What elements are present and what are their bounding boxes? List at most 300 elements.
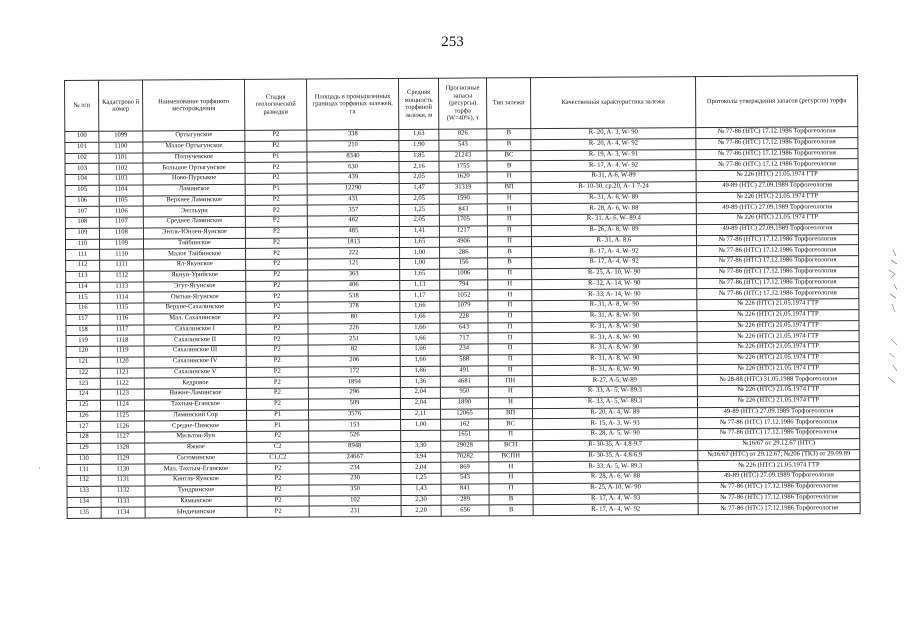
table-cell: Н (488, 279, 532, 290)
table-cell: R-27, A-5, W-89 (532, 375, 697, 387)
table-cell: Ново-Пурсыкое (143, 173, 245, 184)
header-cell: Кадастрово й номер (99, 80, 143, 131)
table-cell: Р1 (245, 184, 307, 195)
table-cell: 49-89 (НТС) 27.09.1989 Торфогеология (698, 471, 860, 483)
table-cell: R- 31, A- 8, W- 90 (532, 310, 697, 322)
table-cell: 1130 (101, 464, 145, 475)
table-cell: Ламинский Сор (145, 410, 247, 421)
table-cell: 234 (309, 463, 401, 474)
table-cell: 104 (65, 174, 99, 185)
table-cell: Р2 (246, 356, 308, 367)
table-cell: 350 (309, 484, 401, 495)
table-cell: 103 (65, 164, 99, 175)
table-cell: Р2 (246, 334, 308, 345)
table-cell: Эгут-Ягунское (144, 281, 246, 292)
table-cell: 630 (307, 162, 399, 173)
table-cell: Н (487, 204, 531, 215)
table-cell: № 77-86 (НТС) 17.12.1986 Торфогеология (696, 148, 858, 160)
table-cell: 2,11 (401, 409, 441, 420)
table-cell: 1,85 (399, 151, 439, 162)
table-cell: R- 17, A- 4, W- 92 (532, 246, 697, 258)
table-cell: 1102 (99, 163, 143, 174)
table-cell: 102 (65, 153, 99, 164)
table-cell: Якнун-Урийское (144, 270, 246, 281)
table-cell: № 77-86 (НТС) 17.12.1986 Торфогеология (698, 481, 860, 493)
table-cell: В (488, 247, 532, 258)
table-cell: В (487, 161, 531, 172)
table-cell: 12290 (307, 183, 399, 194)
table-cell: R- 10-30, ср.20, A- 1 7-24 (531, 181, 696, 193)
table-cell: 1,66 (400, 366, 440, 377)
table-cell: П (487, 225, 531, 236)
table-cell: Р2 (247, 463, 309, 474)
table-cell: 234 (440, 344, 488, 355)
table-cell: 1,90 (399, 140, 439, 151)
table-cell: R- 32, A- 14, W- 90 (532, 278, 697, 290)
table-cell: 1103 (99, 174, 143, 185)
table-cell: 543 (439, 140, 487, 151)
table-cell: R- 33, A- 5, W- 89.3 (532, 396, 697, 408)
table-cell: № 77-86 (НТС) 17.12.1986 Торфогеология (698, 503, 860, 515)
table-cell: № 77-86 (НТС) 17.12.1986 Торфогеология (696, 234, 858, 246)
table-cell: R- 33, A- 5, W- 89.3 (532, 386, 697, 398)
table-cell: R- 20, A- 3, W- 90 (531, 128, 696, 140)
table-cell: 1113 (100, 282, 144, 293)
table-cell: Р2 (245, 173, 307, 184)
table-cell: 121 (66, 357, 100, 368)
table-cell: 1119 (100, 346, 144, 357)
table-cell: Энтльури (143, 206, 245, 217)
table-cell: Н (488, 387, 532, 398)
table-cell: R- 31, A- 8, W- 90 (532, 353, 697, 365)
table-cell: R- 33, A- 14, W- 90 (532, 289, 697, 301)
table-cell: 1123 (100, 389, 144, 400)
table-cell: 1755 (439, 161, 487, 172)
table-cell: Ортыгунское (143, 130, 245, 141)
table-cell: 1006 (440, 269, 488, 280)
table-cell: 406 (308, 280, 400, 291)
table-cell: 1079 (440, 301, 488, 312)
table-cell: 1105 (99, 196, 143, 207)
table-cell: № 28-88 (НТС) 31.05.1988 Торфогеология (697, 374, 859, 386)
table-cell: 102 (309, 495, 401, 506)
margin-scribble (879, 335, 899, 405)
table-cell: 1890 (440, 398, 488, 409)
table-cell: № 226 (НТС) 21.05.1974 ГТР (697, 363, 859, 375)
table-cell: Р2 (245, 130, 307, 141)
table-cell: ВП (487, 182, 531, 193)
table-cell: 1134 (101, 507, 145, 518)
table-cell: 210 (307, 140, 399, 151)
table-cell: 485 (307, 226, 399, 237)
table-body (65, 127, 860, 519)
header-cell: Средняя мощность торфяной залежи, м (398, 78, 438, 129)
table-cell: С1,С2 (247, 453, 309, 464)
table-cell: 1122 (100, 378, 144, 389)
table-cell: 656 (441, 505, 489, 516)
table-cell: 1,25 (401, 473, 441, 484)
margin-scribble (879, 248, 899, 318)
table-cell: Р2 (247, 474, 309, 485)
table-cell: 4681 (440, 376, 488, 387)
table-cell: 222 (308, 248, 400, 259)
table-cell: 231 (309, 506, 401, 517)
table-cell: 378 (308, 301, 400, 312)
table-cell: 289 (441, 494, 489, 505)
header-cell: Стадия геологической разведки (244, 79, 306, 130)
table-cell: R- 28, A- 5, W- 90 (533, 429, 698, 441)
table-cell: R- 20, A- 4, W- 92 (531, 138, 696, 150)
table-cell: 114 (66, 282, 100, 293)
table-cell: 538 (308, 291, 400, 302)
table-cell: В (487, 129, 531, 140)
table-cell: Р2 (246, 270, 308, 281)
table-cell: В (487, 139, 531, 150)
table-cell: 172 (308, 366, 400, 377)
table-cell: 129 (67, 443, 101, 454)
table-cell: R- 33, A- 5, W- 89.3 (533, 461, 698, 473)
table-cell: 1651 (441, 430, 489, 441)
table-cell: Большое Ортыгунское (143, 163, 245, 174)
table-cell: Р2 (245, 227, 307, 238)
table-cell: R- 31, A- 6, W- 89 (531, 192, 696, 204)
table-cell: 120 (66, 346, 100, 357)
table-cell: ВС (489, 419, 533, 430)
table-cell: П (488, 268, 532, 279)
table-cell: №16/67 от 29.12.67 (НТС) (698, 438, 860, 450)
table-cell: 135 (67, 508, 101, 519)
table-cell: № 77-86 (НТС) 17.12.1986 Торфогеология (698, 428, 860, 440)
table-cell: Р2 (245, 141, 307, 152)
table-cell: Р2 (247, 506, 309, 517)
table-cell: Мал. Тахтым-Еганское (145, 464, 247, 475)
table-cell: 950 (440, 387, 488, 398)
table-cell: Р2 (247, 485, 309, 496)
table-cell: П (488, 354, 532, 365)
table-cell: Тайбинское (143, 238, 245, 249)
table-cell: 113 (66, 271, 100, 282)
table-cell: Средне-Пимское (145, 421, 247, 432)
table-cell: 491 (440, 365, 488, 376)
table-cell: R- 19, A- 3, W- 91 (531, 149, 696, 161)
table-cell: 82 (308, 344, 400, 355)
table-cell: Малое Тайбинское (144, 249, 246, 260)
table-cell: С2 (247, 442, 309, 453)
table-cell: Н (489, 462, 533, 473)
table-cell: 1117 (100, 325, 144, 336)
table-cell: Верхне-Сахалинское (144, 302, 246, 313)
table-cell: 1129 (101, 454, 145, 465)
table-cell: Р2 (245, 205, 307, 216)
table-cell: П (488, 311, 532, 322)
table-cell: 130 (67, 454, 101, 465)
table-cell: 1115 (100, 303, 144, 314)
table-cell: В (489, 505, 533, 516)
table-cell: Сахалинское IV (144, 356, 246, 367)
table-cell: Н (487, 193, 531, 204)
table-cell: 2,05 (399, 194, 439, 205)
table-cell: 1,66 (400, 323, 440, 334)
table-cell: R- 17, A- 4, W- 93 (533, 493, 698, 505)
table-cell: 794 (440, 279, 488, 290)
table-cell: 121 (308, 258, 400, 269)
table-cell: 2,05 (399, 215, 439, 226)
table-cell: Р2 (246, 377, 308, 388)
table-cell: № 77-86 (НТС) 17.12.1986 Торфогеология (696, 159, 858, 171)
table-header-row (65, 76, 858, 132)
table-cell: 133 (67, 486, 101, 497)
table-cell: № 77-86 (НТС) 17.12.1986 Торфогеология (697, 256, 859, 268)
table-cell: Р2 (246, 324, 308, 335)
table-cell: Камынское (145, 496, 247, 507)
table-cell: 111 (66, 250, 100, 261)
table-cell: 1112 (100, 271, 144, 282)
table-cell: Мильтон-Яун (145, 431, 247, 442)
table-cell: 1104 (99, 185, 143, 196)
table-cell: Р2 (246, 345, 308, 356)
header-cell: Прогнозные запасы (ресурсы) торфа (W=40%), т (438, 78, 486, 129)
table-cell: П (489, 430, 533, 441)
table-cell: Р2 (246, 259, 308, 270)
table-cell: 108 (65, 217, 99, 228)
table-cell: 1127 (101, 432, 145, 443)
table-cell: 363 (308, 269, 400, 280)
table-cell: 1,00 (401, 419, 441, 430)
table-cell: 8948 (309, 441, 401, 452)
table-cell: 2,16 (399, 161, 439, 172)
table-cell: 1590 (439, 193, 487, 204)
table-cell: № 226 (НТС) 21.05.1974 ГТР (697, 342, 859, 354)
table-cell: П (488, 365, 532, 376)
table-cell: Н (489, 473, 533, 484)
table-cell: Кедровое (144, 378, 246, 389)
table-cell: 24667 (309, 452, 401, 463)
table-cell: 49-89 (НТС) 27.09.1989 Торфогеология (698, 406, 860, 418)
table-cell: R- 31, A- 6, W- 89.4 (531, 214, 696, 226)
table-cell: 153 (309, 420, 401, 431)
table-cell: № 77-86 (НТС) 17.12.1986 Торфогеология (696, 127, 858, 139)
table-cell: Р2 (247, 431, 309, 442)
table-cell: Р1 (247, 410, 309, 421)
table-cell: Яжкое (145, 442, 247, 453)
table-cell: R- 30-35, A- 4.8-6.9 (533, 450, 698, 462)
table-cell: 1705 (439, 215, 487, 226)
table-cell: Омтын-Ягунское (144, 292, 246, 303)
table-cell: R- 31, A- 8, W- 90 (532, 300, 697, 312)
table-cell: 1,66 (400, 355, 440, 366)
table-cell: Сахалинское I (144, 324, 246, 335)
table-cell: 49-89 (НТС) 27.09.1989 Торфогеология (696, 180, 858, 192)
table-cell: П (489, 483, 533, 494)
table-cell: 1111 (100, 260, 144, 271)
table-cell: №16/67 (НТС) от 29.12.67; №206 (ТКЗ) от 29.09.89 (698, 449, 860, 461)
table-cell: 841 (441, 484, 489, 495)
stray-mark: · (38, 464, 41, 473)
table-cell: R- 17, A- 4, W- 92 (533, 504, 698, 516)
table-cell: 1107 (99, 217, 143, 228)
table-cell (401, 430, 441, 441)
table-cell: Р2 (246, 281, 308, 292)
table-cell: В (489, 494, 533, 505)
table-cell: 1133 (101, 497, 145, 508)
table-cell: R- 25, A- 10, W- 90 (532, 267, 697, 279)
table-cell: 117 (66, 314, 100, 325)
table-cell: № 226 (НТС) 21.05.1974 ГТР (697, 352, 859, 364)
table-cell: 115 (66, 293, 100, 304)
table-cell: 1106 (99, 206, 143, 217)
table-cell: Н (487, 172, 531, 183)
table-cell: 717 (440, 333, 488, 344)
table-cell: Нижне-Ламинское (144, 388, 246, 399)
table-cell: 1,66 (400, 301, 440, 312)
table-cell: 2,04 (400, 387, 440, 398)
table-cell: 116 (66, 303, 100, 314)
table-cell: 643 (440, 322, 488, 333)
table-cell: 1,65 (400, 269, 440, 280)
table-cell: № 226 (НТС) 21.05.1974 ГТР (696, 213, 858, 225)
table-cell: 123 (66, 379, 100, 390)
table-cell: 2,05 (399, 172, 439, 183)
table-cell: 2,04 (401, 462, 441, 473)
table-cell: 125 (66, 400, 100, 411)
table-cell: П (488, 344, 532, 355)
table-cell: Ял-Якунское (144, 259, 246, 270)
table-cell: 869 (441, 462, 489, 473)
table-cell: № 77-86 (НТС) 17.12.1986 Торфогеология (697, 245, 859, 257)
table-cell: 1217 (439, 226, 487, 237)
table-cell: 1620 (439, 172, 487, 183)
table-cell: 431 (307, 194, 399, 205)
table-cell: Р2 (246, 388, 308, 399)
table-cell: 2,04 (400, 398, 440, 409)
table-cell: 128 (67, 432, 101, 443)
table-cell: Ындичинское (145, 507, 247, 518)
table-cell: 1114 (100, 292, 144, 303)
table-cell: 1,36 (400, 376, 440, 387)
table-cell: 1099 (99, 131, 143, 142)
table-cell: 588 (440, 355, 488, 366)
table-cell: № 77-86 (НТС) 17.12.1986 Торфогеология (696, 137, 858, 149)
table-cell: 228 (440, 312, 488, 323)
table-cell: Н (488, 290, 532, 301)
table-cell: 1132 (101, 486, 145, 497)
table-cell: 526 (309, 430, 401, 441)
table-cell: ПН (488, 376, 532, 387)
table-cell: 1,00 (400, 247, 440, 258)
table-cell: ВСН (489, 440, 533, 451)
table-cell: № 226 (НТС) 21.05.1974 ГТР (698, 460, 860, 472)
table-cell: Р2 (246, 248, 308, 259)
table-cell: Н (488, 397, 532, 408)
table-cell: 230 (309, 473, 401, 484)
table-cell: 110 (65, 239, 99, 250)
table-cell: 2,30 (401, 495, 441, 506)
table-cell: 112 (66, 260, 100, 271)
table-cell: Р2 (245, 216, 307, 227)
table-cell: 105 (65, 185, 99, 196)
table-cell: 1,65 (399, 237, 439, 248)
table-cell: R- 17, A- 4, W- 92 (532, 257, 697, 269)
table-cell: 206 (308, 355, 400, 366)
table-cell: 1121 (100, 368, 144, 379)
table-cell: 21243 (439, 150, 487, 161)
table-cell: Р2 (246, 302, 308, 313)
table-cell: 251 (308, 334, 400, 345)
table-cell: 1126 (101, 421, 145, 432)
table-cell: Р2 (246, 291, 308, 302)
table-cell: 1125 (101, 411, 145, 422)
table-cell: 118 (66, 325, 100, 336)
header-cell: Тип залежи (486, 78, 530, 129)
table-cell: 126 (67, 411, 101, 422)
table-cell: R- 31, A- 8, W- 90 (532, 343, 697, 355)
table-cell: № 77-86 (НТС) 17.12.1986 Торфогеология (698, 492, 860, 504)
table-cell: ВСПН (489, 451, 533, 462)
table-cell: 1,43 (401, 484, 441, 495)
table-cell: 826 (439, 129, 487, 140)
table-cell: 119 (66, 336, 100, 347)
table-cell: П (488, 333, 532, 344)
table-cell: Верхнее Ламинское (143, 195, 245, 206)
table-cell: R- 26, A- 8, W- 89 (531, 224, 696, 236)
table-cell: 49-89 (НТС) 27.09.1989 Торфогеология (696, 223, 858, 235)
table-cell: № 226 (НТС) 21.05.1974 ГТР (697, 395, 859, 407)
table-cell: 29028 (441, 441, 489, 452)
table-cell: 1,66 (400, 312, 440, 323)
table-cell: № 226 (НТС) 21.05.1974 ГТР (697, 299, 859, 311)
table-cell: 1052 (440, 290, 488, 301)
table-cell: Кинтль-Яунское (145, 474, 247, 485)
page-number: 253 (441, 34, 464, 50)
table-cell: Сахалинское III (144, 345, 246, 356)
table-cell: Р2 (247, 496, 309, 507)
table-cell: 226 (308, 323, 400, 334)
table-cell: 843 (439, 204, 487, 215)
table-cell: № 77-86 (НТС) 17.12.1986 Торфогеология (697, 288, 859, 300)
table-cell: 12065 (441, 408, 489, 419)
table-cell: Р2 (245, 162, 307, 173)
table-cell: Р2 (245, 238, 307, 249)
table-cell: № 226 (НТС) 21.05.1974 ГТР (696, 170, 858, 182)
table-cell: 124 (66, 389, 100, 400)
table-cell: 357 (307, 205, 399, 216)
table-cell: ВП (489, 408, 533, 419)
table-cell: Р1 (247, 420, 309, 431)
table-cell: 1118 (100, 335, 144, 346)
table-cell: 3,94 (401, 452, 441, 463)
table-cell: 1100 (99, 142, 143, 153)
table-cell: П (487, 236, 531, 247)
table-cell: 2,20 (401, 505, 441, 516)
table-cell: 338 (307, 129, 399, 140)
table-cell: 1124 (100, 400, 144, 411)
table-cell: № 77-86 (НТС) 17.12.1986 Торфогеология (697, 266, 859, 278)
table-cell: В (488, 258, 532, 269)
table-cell: Сахалинское V (144, 367, 246, 378)
table-cell: 1,66 (400, 344, 440, 355)
table-cell: R- 28, A- 6, W- 88 (531, 203, 696, 215)
table-cell: 1101 (99, 153, 143, 164)
table-cell: № 226 (НТС) 21.05.1974 ГТР (697, 309, 859, 321)
table-cell: 1,13 (400, 280, 440, 291)
table-cell: 1110 (100, 249, 144, 260)
table-cell: Малое Ортыгунское (143, 141, 245, 152)
table-cell: R-31, A-6, W-89 (531, 171, 696, 183)
table-cell: 49-89 (НТС) 27.09.1989 Торфогеология (696, 202, 858, 214)
table-cell: 1128 (101, 443, 145, 454)
table-cell: № 226 (НТС) 21.05.1974 ГТР (696, 191, 858, 203)
table-cell: R- 20, A- 4, W- 89 (533, 407, 698, 419)
